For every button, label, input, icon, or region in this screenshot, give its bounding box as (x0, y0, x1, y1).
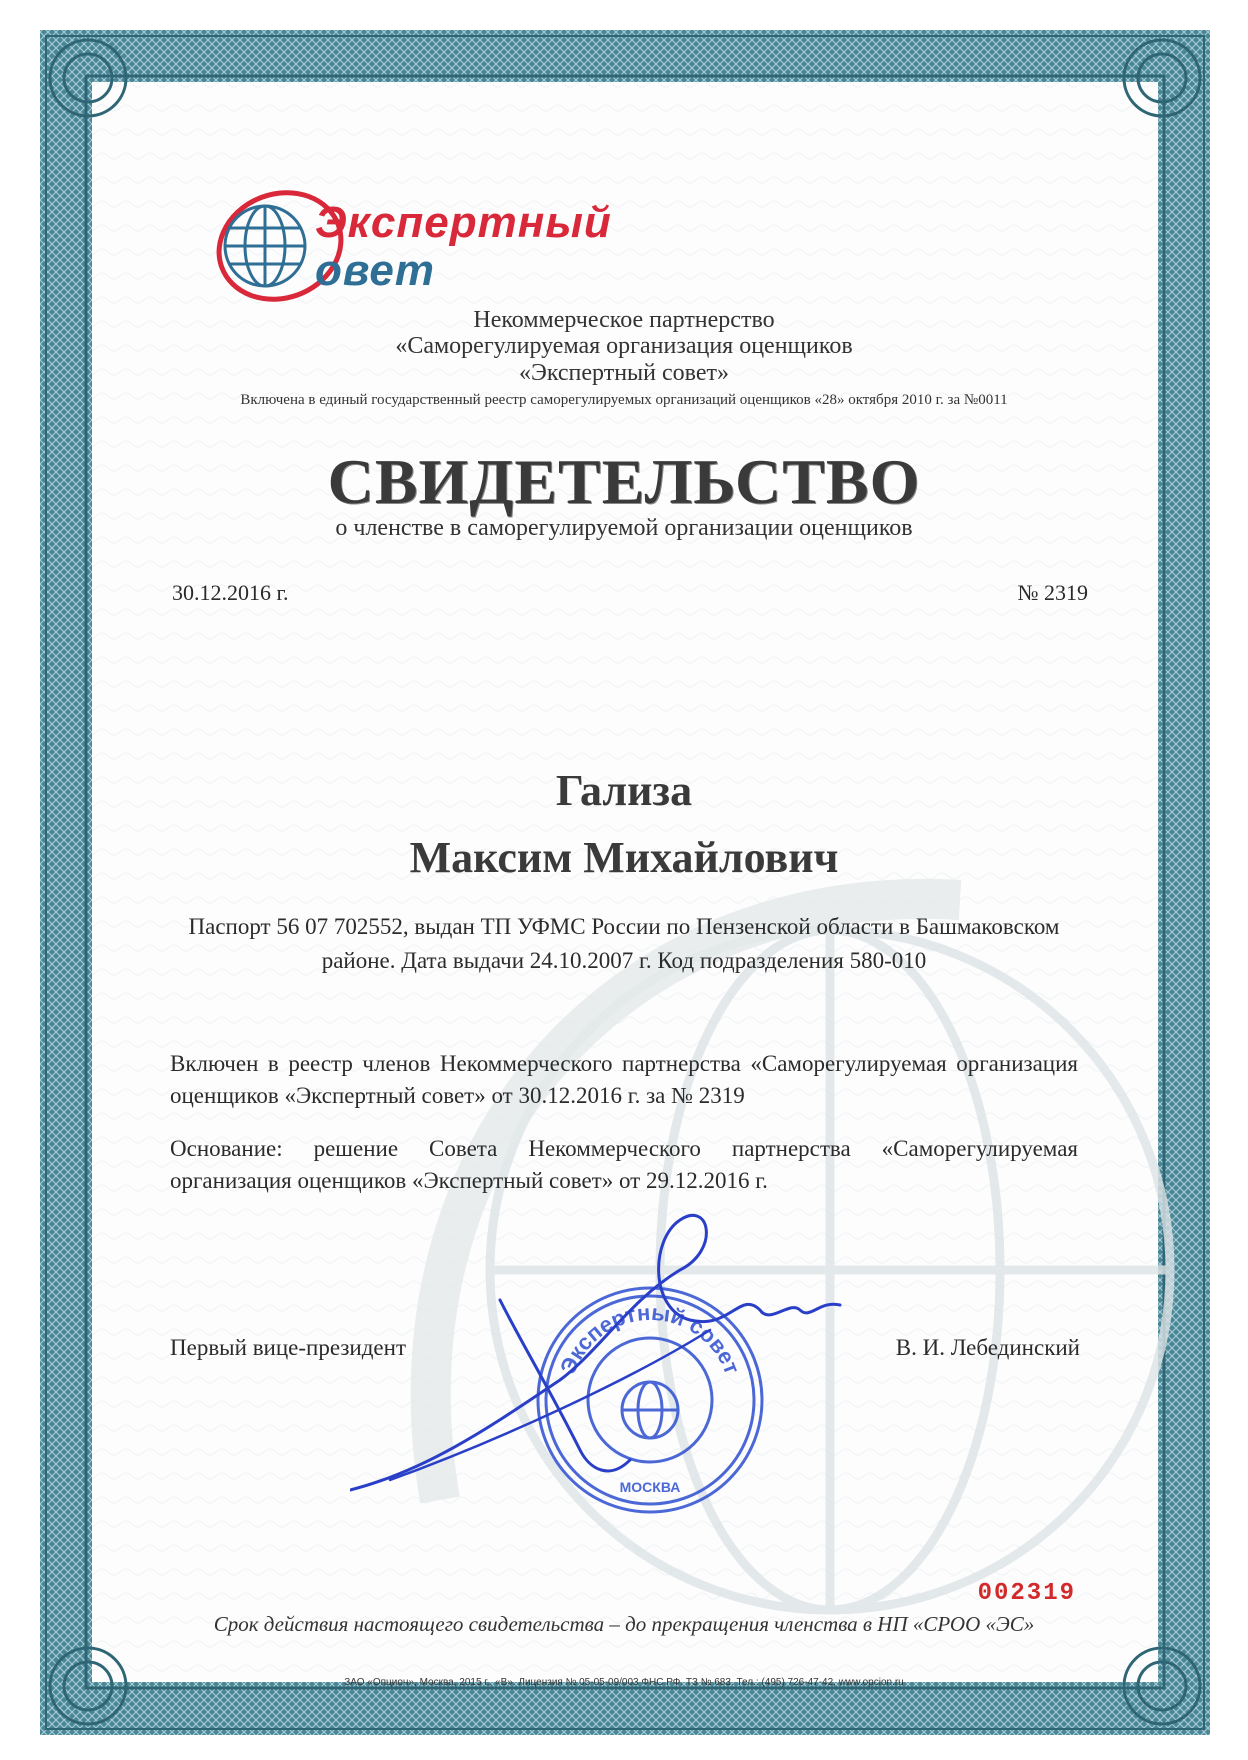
signer-position: Первый вице-президент (170, 1335, 406, 1360)
printer-imprint: ЗАО «Опцион», Москва, 2015 г., «В». Лицензия № 05-05-09/003 ФНС РФ. ТЗ № 683. Тел.: (495) 726-47-42, www.opcion.ru (344, 1677, 904, 1688)
member-surname: Гализа (555, 766, 693, 815)
certificate-subtitle: о членстве в саморегулируемой организации оценщиков (335, 515, 913, 541)
serial-number: 002319 (977, 1580, 1076, 1607)
validity-note: Срок действия настоящего свидетельства – до прекращения членства в НП «СРОО «ЭС» (213, 1612, 1035, 1636)
basis-text: Основание: решение Совета Некоммерческого партнерства «Саморегулируемая организация оценщиков «Экспертный совет» от 29.12.2016 г. (170, 1136, 1078, 1193)
logo-text-bottom: овет (315, 246, 435, 295)
registry-note: Включена в единый государственный реестр саморегулируемых организаций оценщиков «28» октября 2010 г. за №0011 (240, 392, 1008, 408)
org-line-1: Некоммерческое партнерство (473, 307, 775, 333)
organization-logo (210, 178, 630, 313)
signer-name: В. И. Лебединский (895, 1335, 1080, 1360)
handwritten-signature (350, 1190, 870, 1520)
logo-text-top: Экспертный (315, 198, 612, 247)
certificate-number: № 2319 (1017, 580, 1088, 605)
passport-details: Паспорт 56 07 702552, выдан ТП УФМС России по Пензенской области в Башмаковском районе. Дата выдачи 24.10.2007 г. Код подразделения 580-010 (188, 914, 1060, 973)
certificate-title: СВИДЕТЕЛЬСТВО (327, 446, 921, 517)
org-line-2: «Саморегулируемая организация оценщиков (395, 333, 853, 359)
stamp-text: Экспертный совет (555, 1299, 745, 1378)
registry-inclusion-text: Включен в реестр членов Некоммерческого партнерства «Саморегулируемая организация оценщиков «Экспертный совет» от 30.12.2016 г. за № 2319 (170, 1051, 1078, 1108)
issue-date: 30.12.2016 г. (172, 580, 289, 605)
org-line-3: «Экспертный совет» (518, 360, 730, 386)
member-given-names: Максим Михайлович (409, 833, 839, 882)
stamp-city: МОСКВА (619, 1479, 681, 1495)
